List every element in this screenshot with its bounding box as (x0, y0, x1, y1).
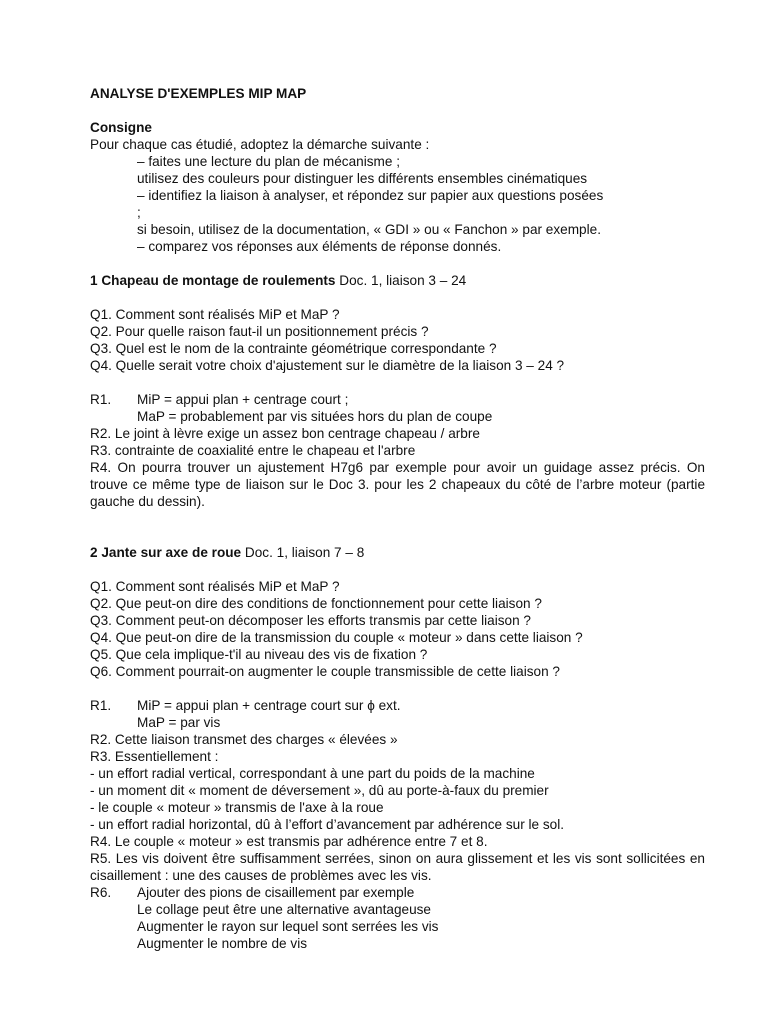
answer-label: R6. (90, 885, 112, 900)
question: Q5. Que cela implique-t'il au niveau des vis de fixation ? (90, 647, 428, 662)
consigne-step: utilisez des couleurs pour distinguer les différents ensembles cinématiques (137, 171, 588, 186)
consigne-step: – identifiez la liaison à analyser, et répondez sur papier aux questions posées (137, 188, 604, 203)
spacer (90, 255, 728, 272)
answer-text: Augmenter le rayon sur lequel sont serrées les vis (137, 919, 439, 934)
spacer (90, 510, 728, 527)
answer-text: MaP = par vis (137, 715, 221, 730)
consigne-heading: Consigne (90, 120, 152, 135)
section-1-title-bold: 1 Chapeau de montage de roulements (90, 273, 336, 288)
answer-label: R1. (90, 698, 112, 713)
answer-r3-item: - le couple « moteur » transmis de l'axe à la roue (90, 800, 384, 815)
section-2-title-bold: 2 Jante sur axe de roue (90, 545, 242, 560)
consigne-step: – faites une lecture du plan de mécanisme ; (137, 154, 400, 169)
question: Q6. Comment pourrait-on augmenter le couple transmissible de cette liaison ? (90, 664, 560, 679)
section-2-title-ref: Doc. 1, liaison 7 – 8 (241, 545, 365, 560)
consigne-intro: Pour chaque cas étudié, adoptez la démarche suivante : (90, 137, 430, 152)
spacer (90, 374, 728, 391)
consigne-step: ; (137, 205, 141, 220)
consigne-step: si besoin, utilisez de la documentation, « GDI » ou « Fanchon » par exemple. (137, 222, 601, 237)
answer-text: MaP = probablement par vis situées hors du plan de coupe (137, 409, 493, 424)
section-2-title (90, 544, 728, 561)
answer-text: Ajouter des pions de cisaillement par exemple (137, 885, 415, 900)
answer-r4: R4. On pourra trouver un ajustement H7g6 par exemple pour avoir un guidage assez précis. On trouve ce même type de liaison sur le Doc 3. pour les 2 chapeaux du côté de l’arbre moteur (partie gauche du dessin). (90, 460, 705, 509)
answer-label: R1. (90, 392, 112, 407)
question: Q1. Comment sont réalisés MiP et MaP ? (90, 579, 340, 594)
answer-text: MiP = appui plan + centrage court sur ϕ ext. (137, 698, 401, 713)
consigne-step: – comparez vos réponses aux éléments de réponse donnés. (137, 239, 502, 254)
spacer (90, 102, 728, 119)
answer-text: Augmenter le nombre de vis (137, 936, 308, 951)
question: Q2. Pour quelle raison faut-il un positionnement précis ? (90, 324, 429, 339)
answer-r3-item: - un effort radial horizontal, dû à l’effort d’avancement par adhérence sur le sol. (90, 817, 565, 832)
question: Q1. Comment sont réalisés MiP et MaP ? (90, 307, 340, 322)
question: Q2. Que peut-on dire des conditions de fonctionnement pour cette liaison ? (90, 596, 542, 611)
answer-r1 (90, 697, 728, 714)
answer-r3: R3. contrainte de coaxialité entre le chapeau et l'arbre (90, 443, 416, 458)
question: Q3. Comment peut-on décomposer les efforts transmis par cette liaison ? (90, 613, 531, 628)
answer-r6 (90, 884, 728, 901)
answer-text: Le collage peut être une alternative avantageuse (137, 902, 431, 917)
answer-r3-item: - un moment dit « moment de déversement », dû au porte-à-faux du premier (90, 783, 549, 798)
spacer (90, 527, 728, 544)
answer-text: MiP = appui plan + centrage court ; (137, 392, 349, 407)
answer-r3: R3. Essentiellement : (90, 749, 219, 764)
answer-r2: R2. Cette liaison transmet des charges « élevées » (90, 732, 398, 747)
document-title: ANALYSE D'EXEMPLES MIP MAP (90, 86, 307, 101)
spacer (90, 680, 728, 697)
question: Q4. Que peut-on dire de la transmission du couple « moteur » dans cette liaison ? (90, 630, 583, 645)
answer-r4: R4. Le couple « moteur » est transmis par adhérence entre 7 et 8. (90, 834, 488, 849)
section-1-title (90, 272, 728, 289)
answer-r3-item: - un effort radial vertical, correspondant à une part du poids de la machine (90, 766, 535, 781)
question: Q3. Quel est le nom de la contrainte géométrique correspondante ? (90, 341, 497, 356)
answer-r1 (90, 391, 728, 408)
section-1-title-ref: Doc. 1, liaison 3 – 24 (335, 273, 467, 288)
question: Q4. Quelle serait votre choix d'ajustement sur le diamètre de la liaison 3 – 24 ? (90, 358, 565, 373)
answer-r5: R5. Les vis doivent être suffisamment serrées, sinon on aura glissement et les vis sont sollicitées en cisaillement : une des causes de problèmes avec les vis. (90, 851, 705, 883)
spacer (90, 289, 728, 306)
spacer (90, 561, 728, 578)
answer-r2: R2. Le joint à lèvre exige un assez bon centrage chapeau / arbre (90, 426, 480, 441)
